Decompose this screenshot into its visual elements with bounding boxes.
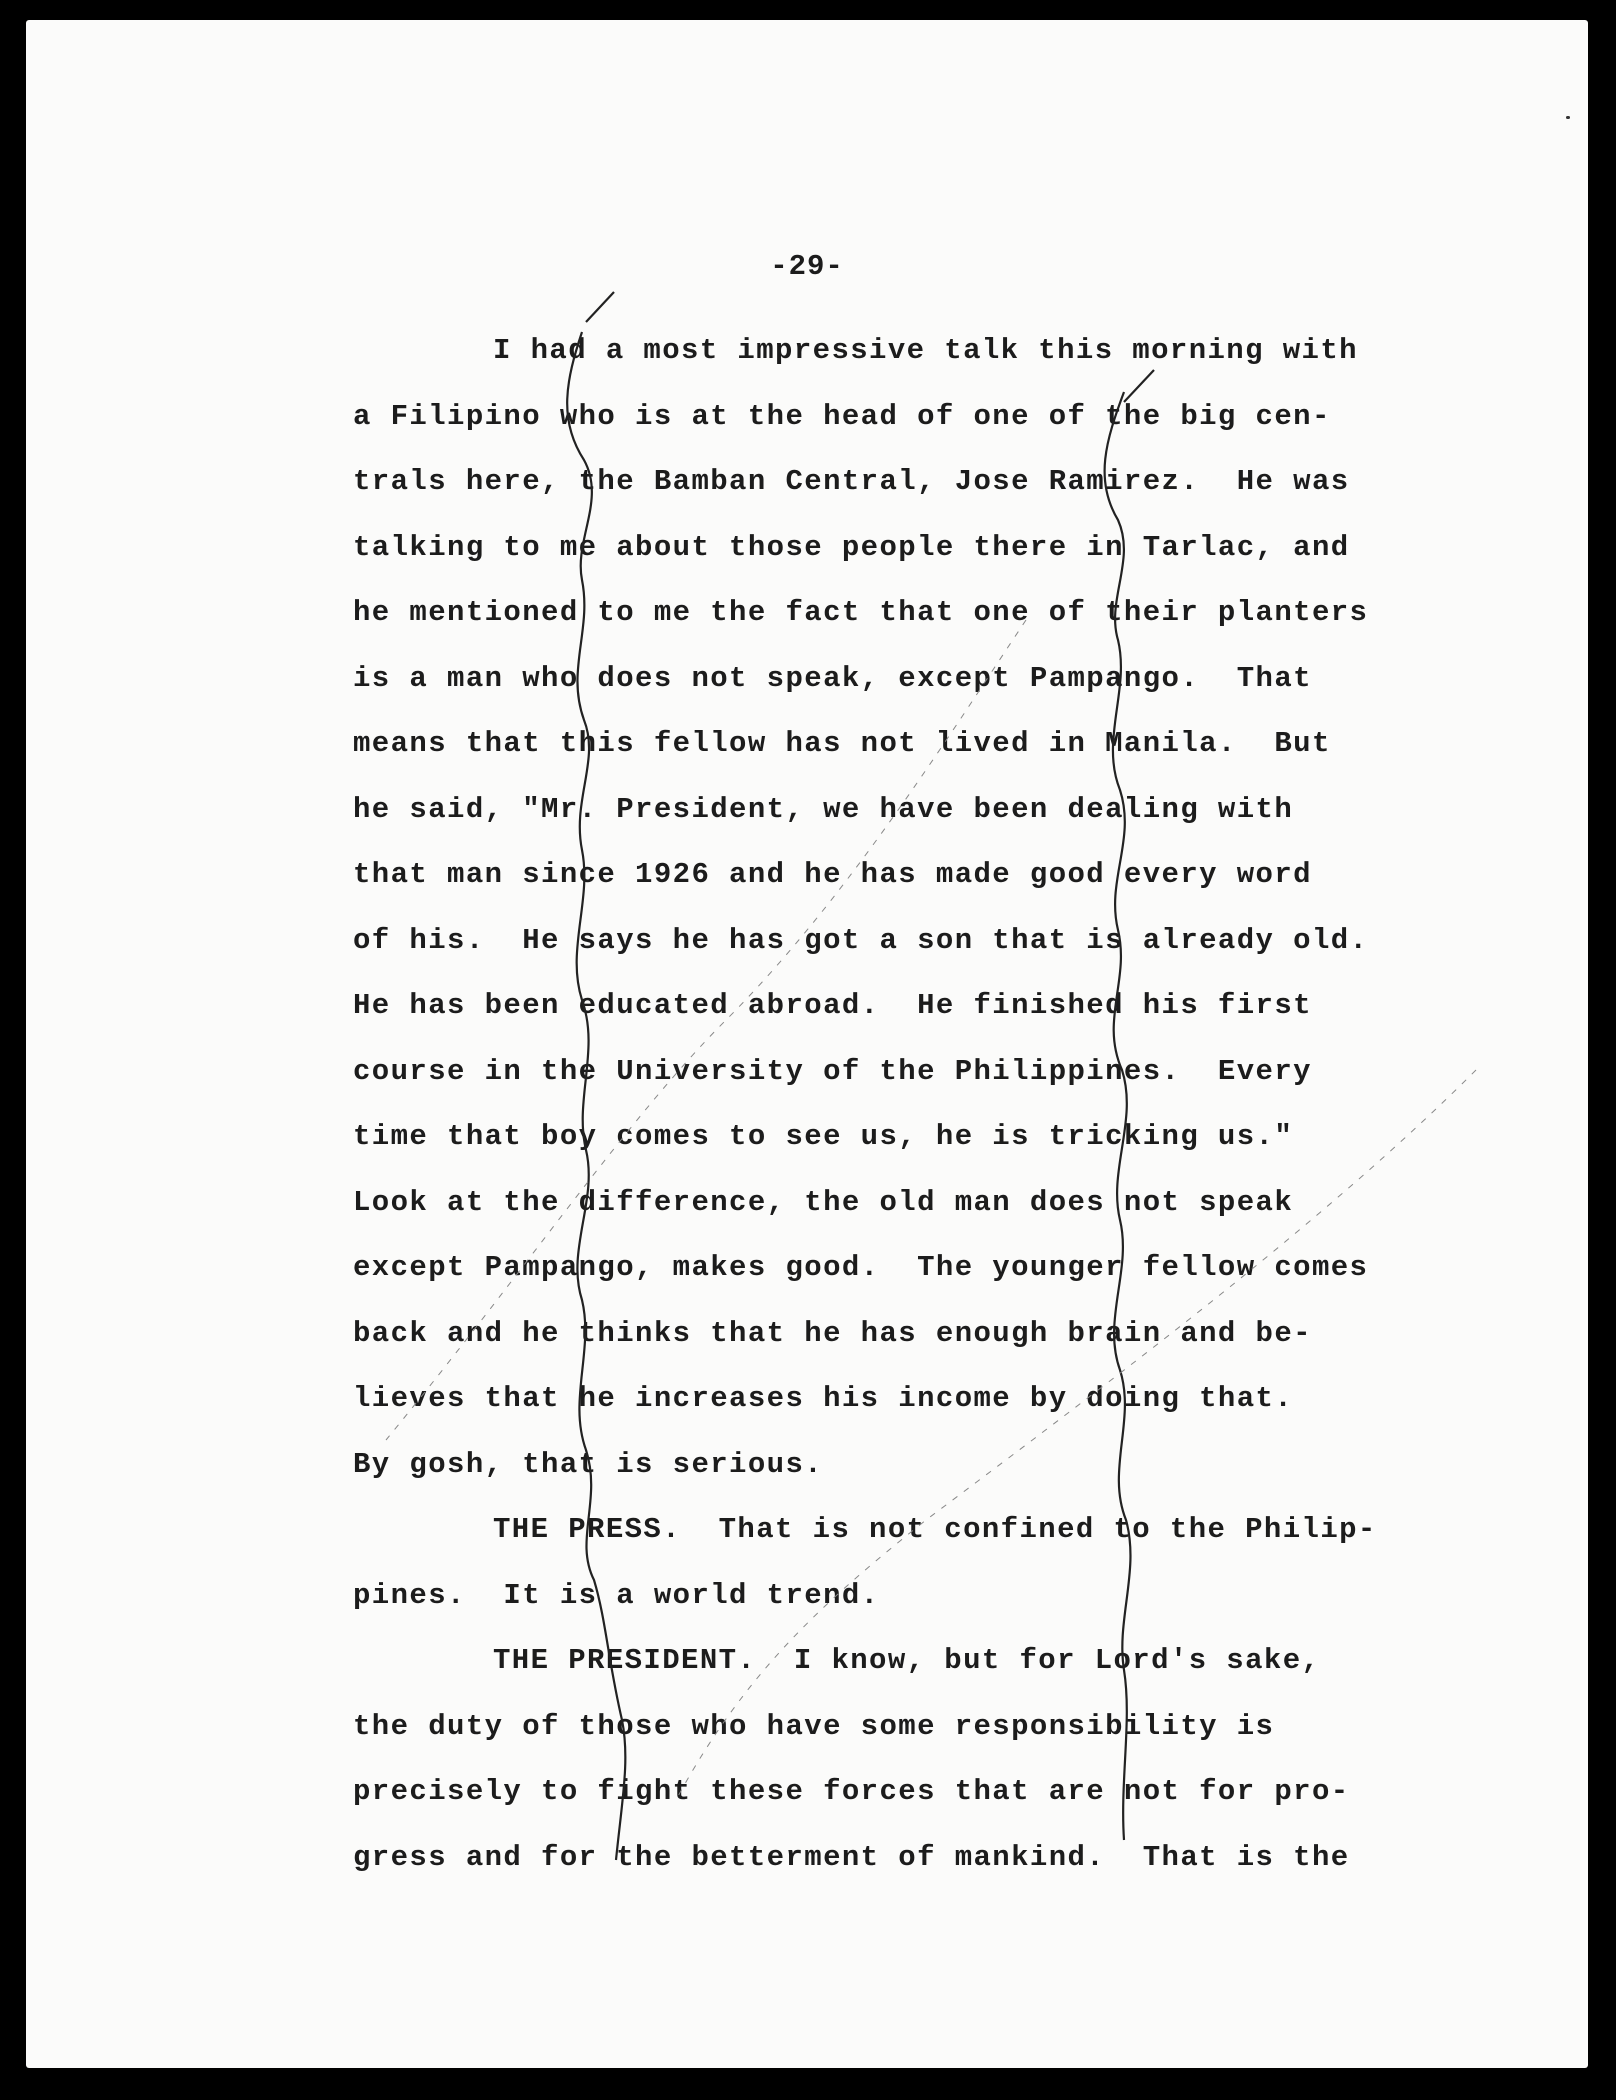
text-line: By gosh, that is serious. bbox=[353, 1447, 824, 1481]
text-line: He has been educated abroad. He finished his first bbox=[353, 989, 1312, 1022]
text-line: that man since 1926 and he has made good every word bbox=[353, 858, 1312, 891]
page-number: -29- bbox=[770, 250, 844, 283]
document-page bbox=[26, 20, 1588, 2068]
text-line: of his. He says he has got a son that is already old. bbox=[353, 923, 1369, 957]
text-line: except Pampango, makes good. The younger fellow comes bbox=[353, 1251, 1369, 1284]
text-line: lieves that he increases his income by doing that. bbox=[353, 1382, 1294, 1415]
text-line: I had a most impressive talk this morning with bbox=[493, 334, 1358, 367]
text-line: time that boy comes to see us, he is tricking us." bbox=[353, 1120, 1294, 1153]
text-line: pines. It is a world trend. bbox=[353, 1578, 880, 1612]
text-line: he said, "Mr. President, we have been dealing with bbox=[353, 792, 1294, 826]
text-line: gress and for the betterment of mankind. That is the bbox=[353, 1840, 1350, 1874]
text-line: Look at the difference, the old man does not speak bbox=[353, 1185, 1294, 1219]
text-line: he mentioned to me the fact that one of their planters bbox=[353, 596, 1369, 629]
text-line: is a man who does not speak, except Pampango. That bbox=[353, 661, 1312, 695]
text-line: trals here, the Bamban Central, Jose Ramirez. He was bbox=[353, 465, 1350, 498]
speaker-line-president: THE PRESIDENT. I know, but for Lord's sake, bbox=[493, 1644, 1321, 1677]
text-line: course in the University of the Philippines. Every bbox=[353, 1054, 1312, 1088]
text-line: a Filipino who is at the head of one of the big cen- bbox=[353, 399, 1331, 433]
text-line: talking to me about those people there in Tarlac, and bbox=[353, 530, 1350, 564]
paper-speck bbox=[1566, 116, 1570, 119]
body-text bbox=[353, 318, 1483, 1890]
text-line: back and he thinks that he has enough brain and be- bbox=[353, 1316, 1312, 1350]
text-line: precisely to fight these forces that are not for pro- bbox=[353, 1775, 1350, 1808]
speaker-line-press: THE PRESS. That is not confined to the Philip- bbox=[493, 1513, 1377, 1546]
text-line: means that this fellow has not lived in Manila. But bbox=[353, 727, 1331, 760]
text-line: the duty of those who have some responsibility is bbox=[353, 1709, 1275, 1743]
